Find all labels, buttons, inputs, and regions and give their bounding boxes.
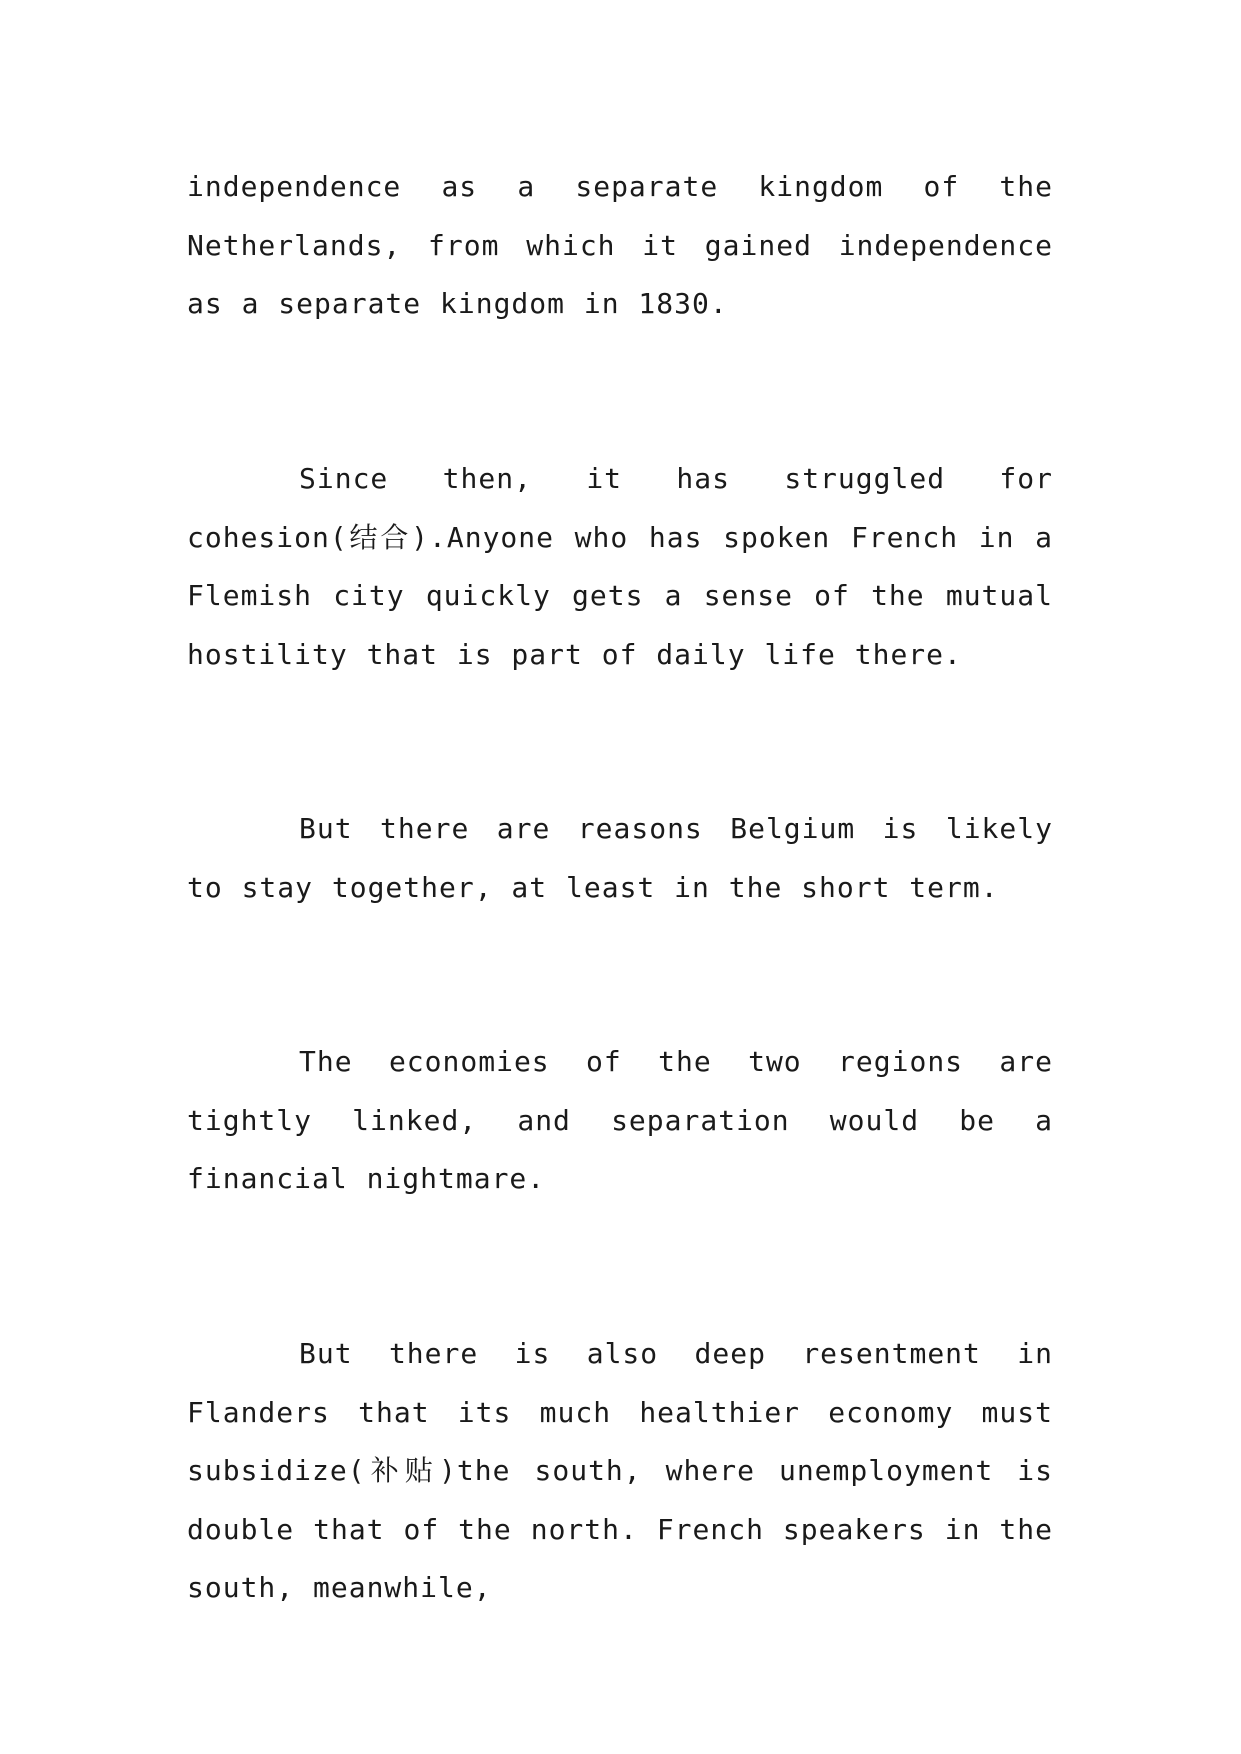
paragraph-cohesion: Since then, it has struggled for cohesion(结合).Anyone who has spoken French in a Flemish city quickly gets a sense of the mutual hostility that is part of daily life there.	[187, 462, 1053, 671]
paragraph-economies: The economies of the two regions are tightly linked, and separation would be a financial nightmare.	[187, 1045, 1053, 1195]
paragraph-reasons: But there are reasons Belgium is likely to stay together, at least in the short term.	[187, 812, 1053, 904]
paragraph-resentment: But there is also deep resentment in Flanders that its much healthier economy must subsidize(补贴)the south, where unemployment is double that of the north. French speakers in the south, meanwhile,	[187, 1337, 1053, 1604]
paragraph-continuation: independence as a separate kingdom of the Netherlands, from which it gained independence as a separate kingdom in 1830.	[187, 170, 1053, 320]
